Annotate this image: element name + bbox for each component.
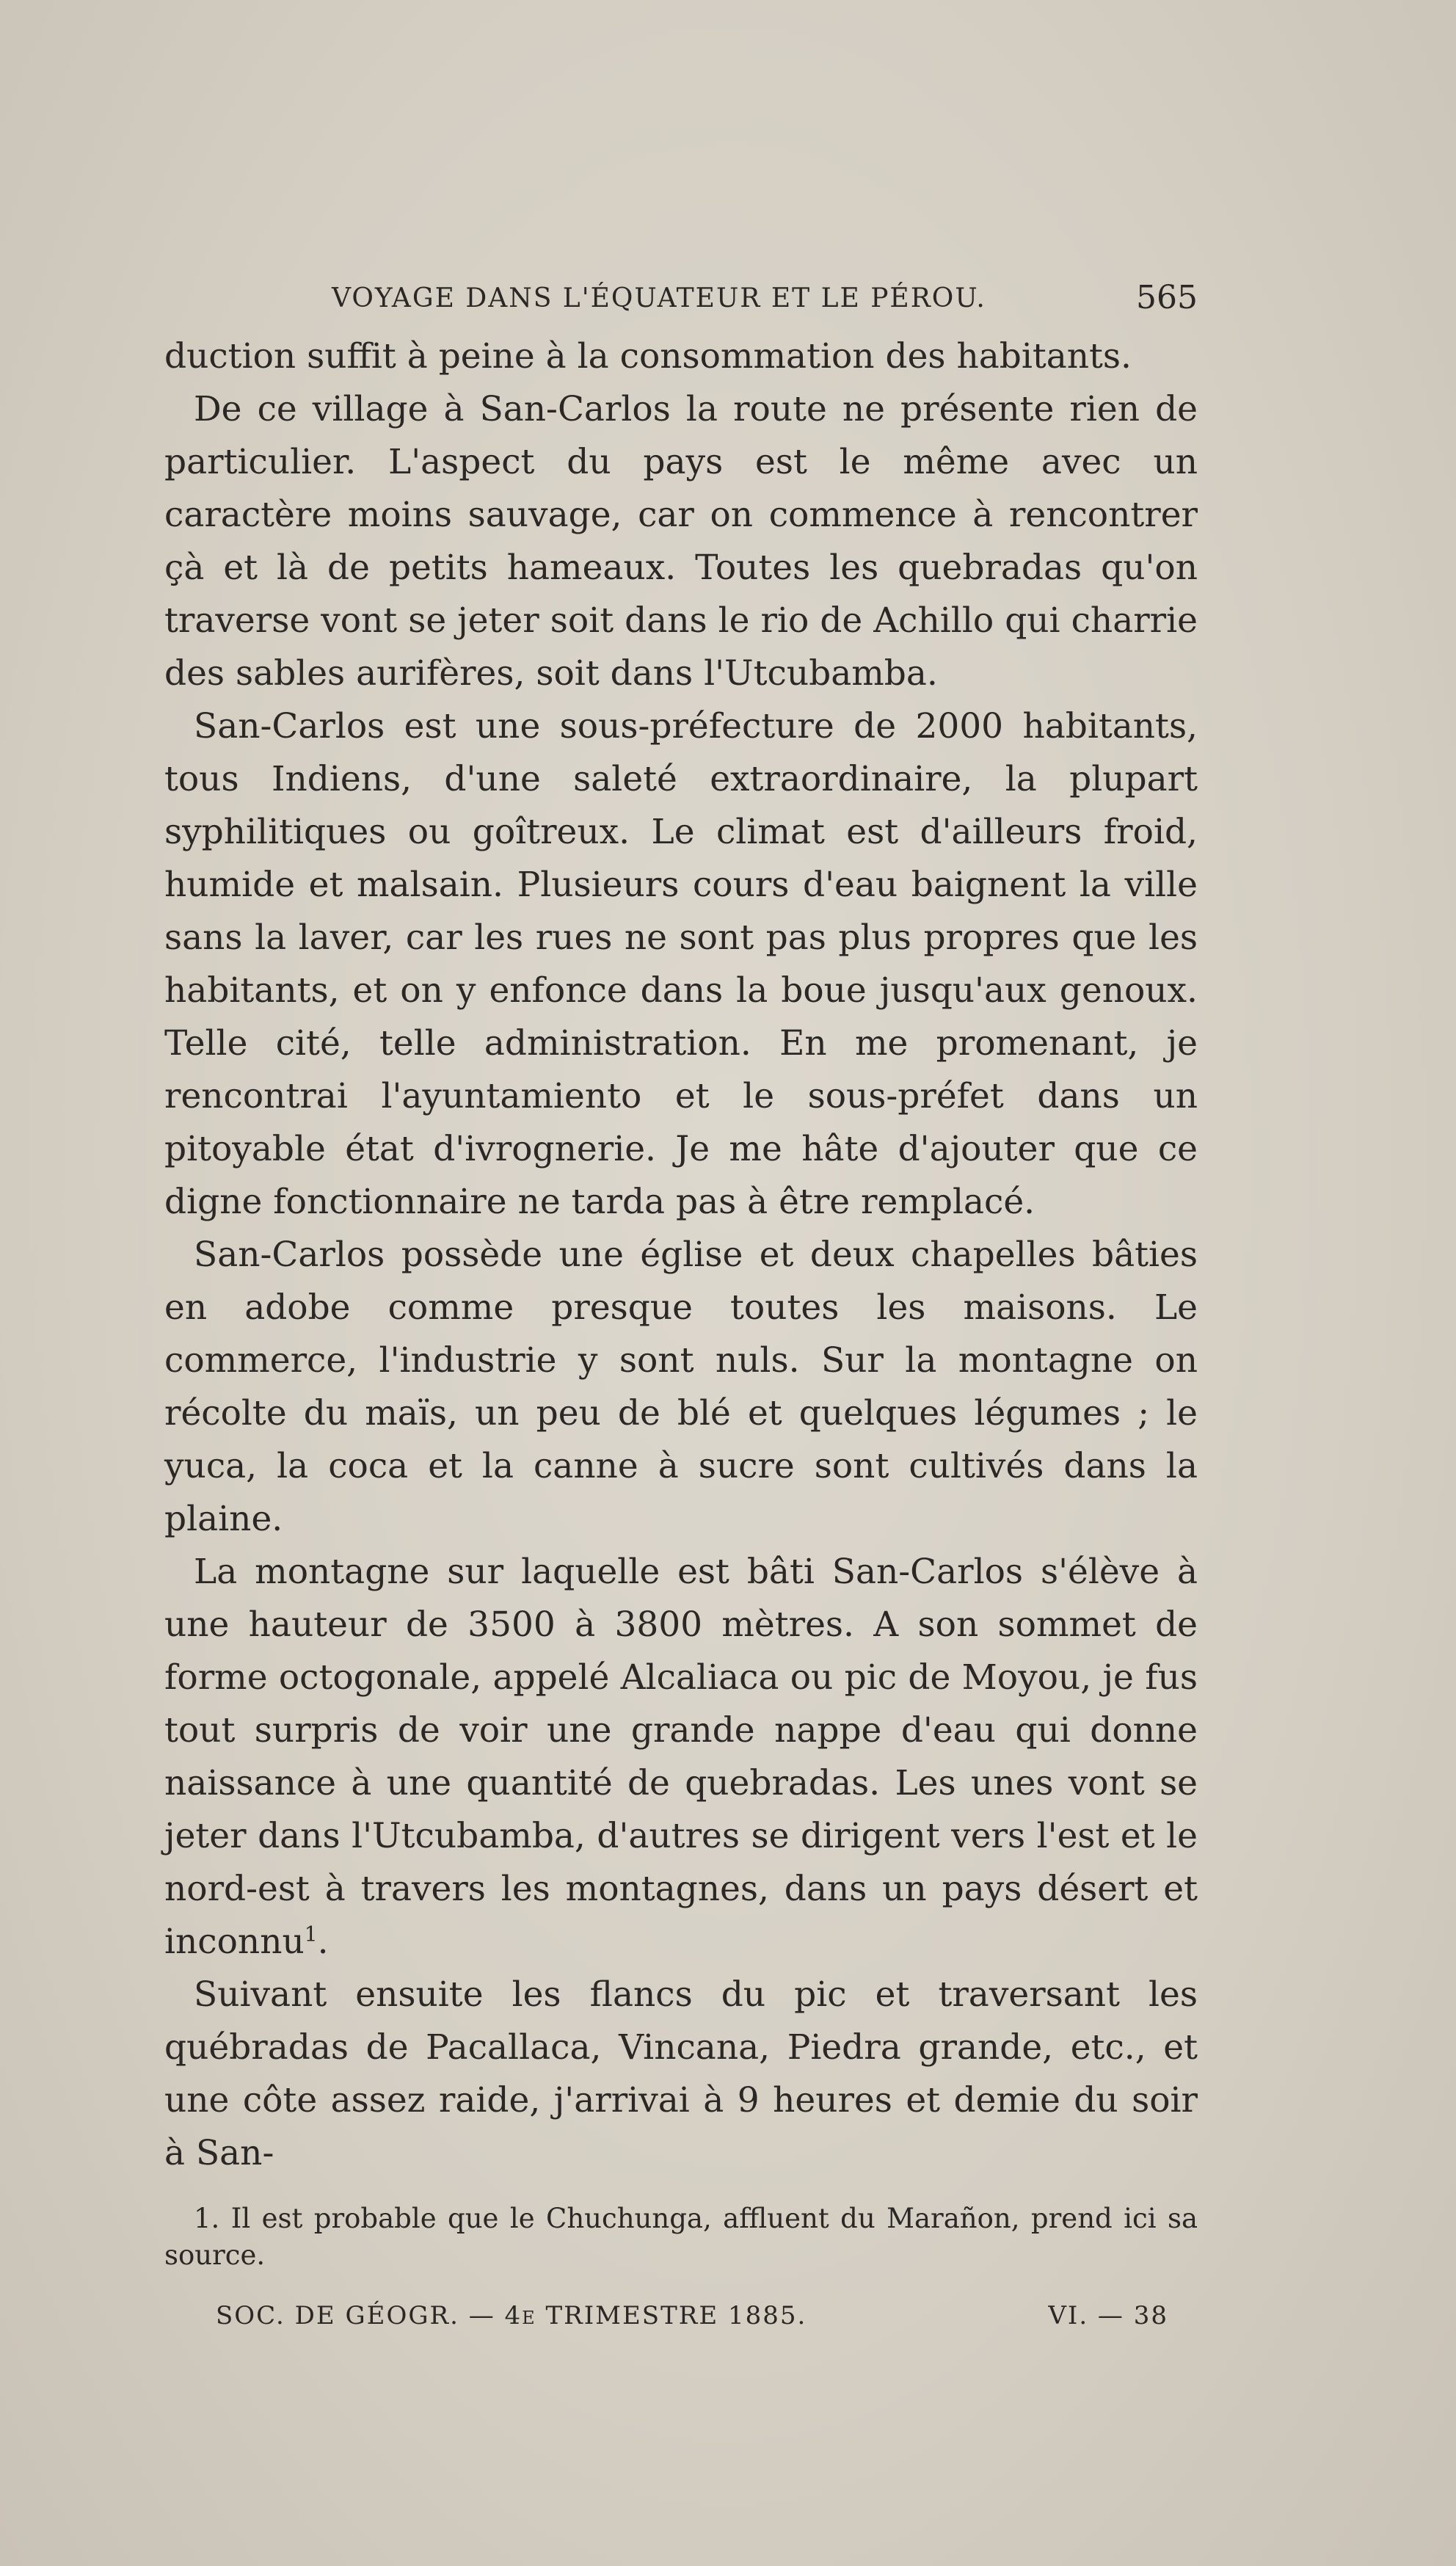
- signature-left: SOC. DE GÉOGR. — 4e TRIMESTRE 1885.: [216, 2301, 807, 2330]
- footnote: 1. Il est probable que le Chuchunga, affluent du Marañon, prend ici sa source.: [164, 2203, 1198, 2271]
- paragraph: De ce village à San-Carlos la route ne présente rien de particulier. L'aspect du pays est le même avec un caractère moins sauvage, car on commence à rencontrer çà et là de petits hameaux. Toutes les quebradas qu'on traverse vont se jeter soit dans le rio de Achillo qui charrie des sables aurifères, soit dans l'Utcubamba.: [164, 389, 1198, 694]
- paragraph-end: .: [317, 1922, 329, 1962]
- running-title: VOYAGE DANS L'ÉQUATEUR ET LE PÉROU.: [332, 283, 986, 313]
- paragraph: San-Carlos est une sous-préfecture de 2000 habitants, tous Indiens, d'une saleté extraordinaire, la plupart syphilitiques ou goîtreux. Le climat est d'ailleurs froid, humide et malsain. Plusieurs cours d'eau baignent la ville sans la laver, car les rues ne sont pas plus propres que les habitants, et on y enfonce dans la boue jusqu'aux genoux. Telle cité, telle administration. En me promenant, je rencontrai l'ayuntamiento et le sous-préfet dans un pitoyable état d'ivrognerie. Je me hâte d'ajouter que ce digne fonctionnaire ne tarda pas à être remplacé.: [164, 706, 1198, 1222]
- signature-right: VI. — 38: [1048, 2301, 1168, 2330]
- text-block: [164, 279, 1198, 2345]
- paragraph: Suivant ensuite les flancs du pic et traversant les québradas de Pacallaca, Vincana, Piedra grande, etc., et une côte assez raide, j'arrivai à 9 heures et demie du soir à San-: [164, 1974, 1198, 2173]
- paragraph-text: La montagne sur laquelle est bâti San-Carlos s'élève à une hauteur de 3500 à 3800 mètres. A son sommet de forme octogonale, appelé Alcaliaca ou pic de Moyou, je fus tout surpris de voir une grande nappe d'eau qui donne naissance à une quantité de quebradas. Les unes vont se jeter dans l'Utcubamba, d'autres se dirigent vers l'est et le nord-est à travers les montagnes, dans un pays désert et inconnu: [164, 1552, 1198, 1962]
- paragraph-continuation: duction suffit à peine à la consommation des habitants.: [164, 336, 1132, 377]
- paragraph: San-Carlos possède une église et deux chapelles bâties en adobe comme presque toutes les maisons. Le commerce, l'industrie y sont nuls. Sur la montagne on récolte du maïs, un peu de blé et quelques légumes ; le yuca, la coca et la canne à sucre sont cultivés dans la plaine.: [164, 1235, 1198, 1539]
- signature-line: [164, 2301, 1198, 2345]
- page-number: 565: [1136, 279, 1198, 316]
- running-head: [164, 279, 1198, 330]
- footnote-reference[interactable]: 1: [304, 1922, 318, 1947]
- paragraph-with-footnote: [164, 1546, 1198, 1969]
